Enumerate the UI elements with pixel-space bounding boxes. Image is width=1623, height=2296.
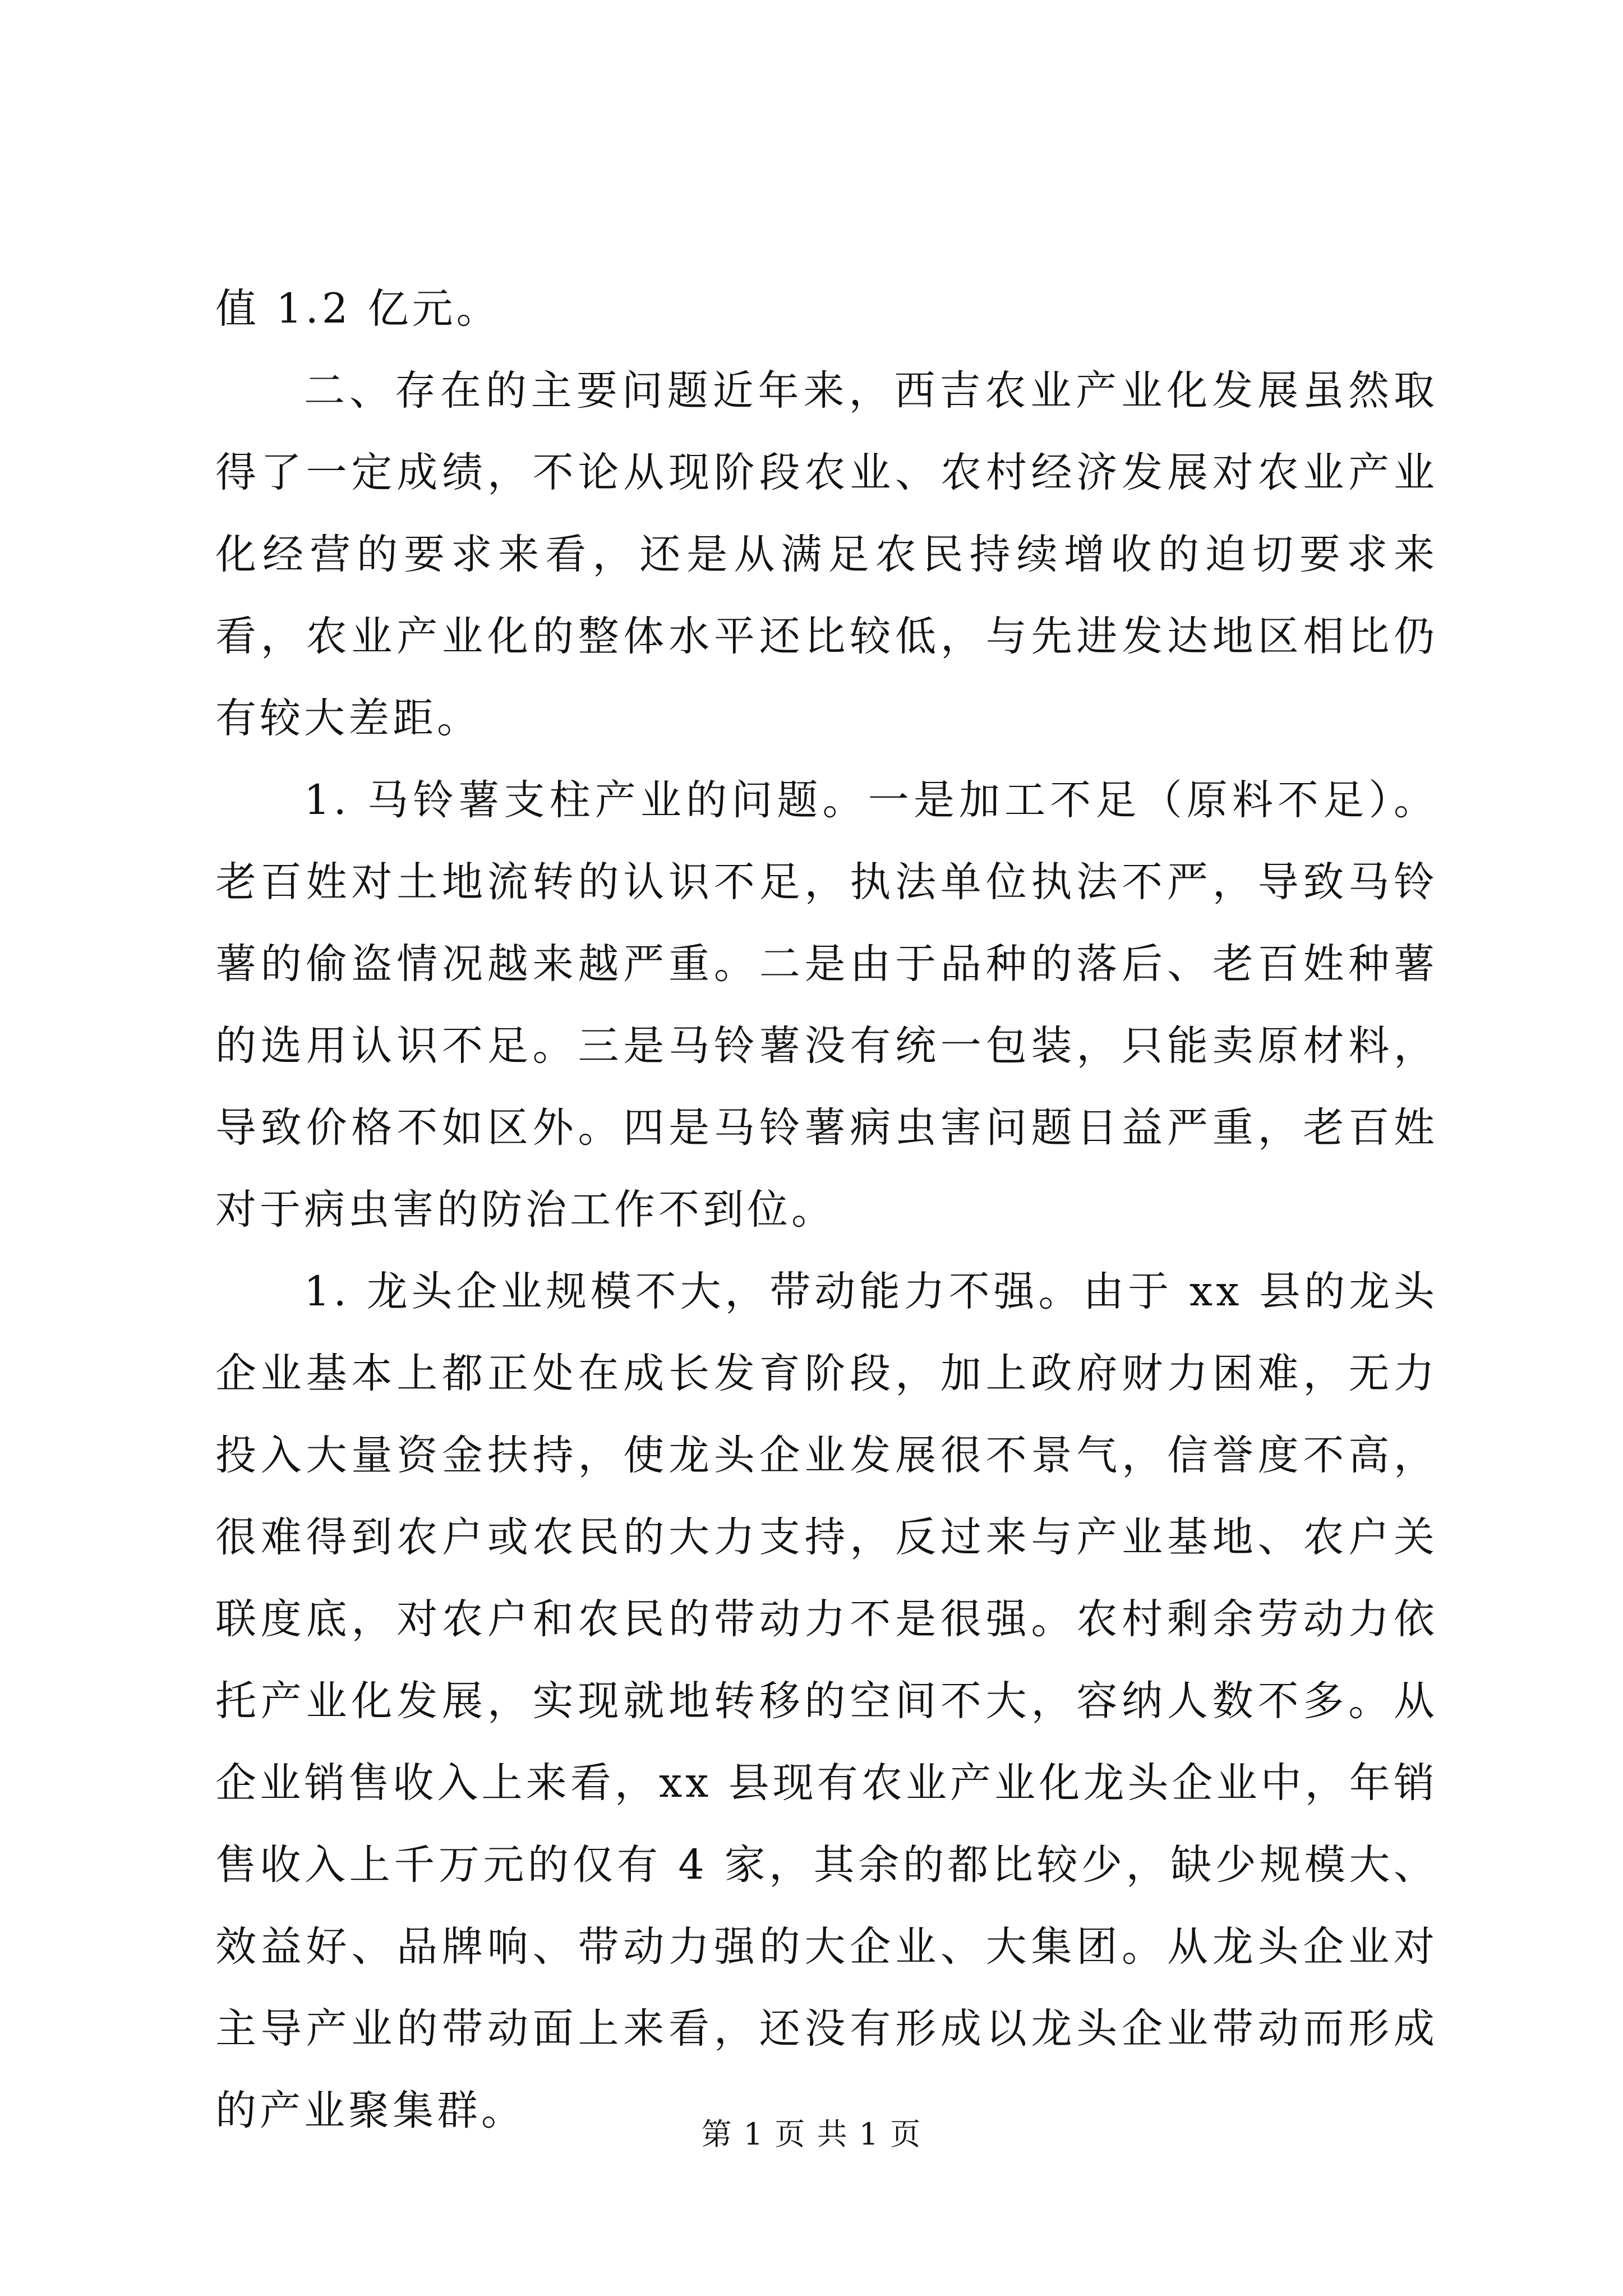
paragraph-continuation: 值 1.2 亿元。 bbox=[215, 285, 501, 333]
paragraph-section-problems: 二、存在的主要问题近年来，西吉农业产业化发展虽然取得了一定成绩，不论从现阶段农业、农村经济发展对农业产业化经营的要求来看，还是从满足农民持续增收的迫切要求来看，农业产业化的整体水平还比较低，与先进发达地区相比仍有较大差距。 bbox=[215, 367, 1438, 742]
paragraph-leading-enterprises: 1. 龙头企业规模不大，带动能力不强。由于 xx 县的龙头企业基本上都正处在成长发育阶段，加上政府财力困难，无力投入大量资金扶持，使龙头企业发展很不景气，信誉度不高，很难得到农户或农民的大力支持，反过来与产业基地、农户关联度底，对农户和农民的带动力不是很强。农村剩余劳动力依托产业化发展，实现就地转移的空间不大，容纳人数不多。从企业销售收入上来看，xx 县现有农业产业化龙头企业中，年销售收入上千万元的仅有 4 家，其余的都比较少，缺少规模大、效益好、品牌响、带动力强的大企业、大集团。从龙头企业对主导产业的带动面上来看，还没有形成以龙头企业带动而形成的产业聚集群。 bbox=[215, 1268, 1438, 2134]
page-footer: 第 1 页 共 1 页 bbox=[701, 2116, 922, 2152]
document-body bbox=[215, 268, 1438, 2152]
paragraph-potato-industry: 1. 马铃薯支柱产业的问题。一是加工不足（原料不足）。老百姓对土地流转的认识不足，执法单位执法不严，导致马铃薯的偷盗情况越来越严重。二是由于品种的落后、老百姓种薯的选用认识不足。三是马铃薯没有统一包装，只能卖原材料，导致价格不如区外。四是马铃薯病虫害问题日益严重，老百姓对于病虫害的防治工作不到位。 bbox=[215, 776, 1438, 1234]
